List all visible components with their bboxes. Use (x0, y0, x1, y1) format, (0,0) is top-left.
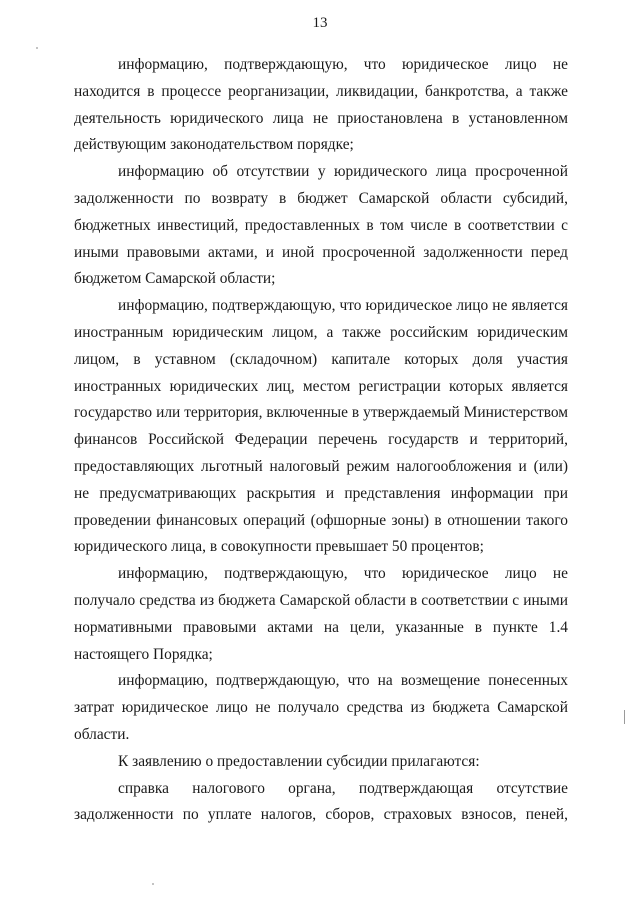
scan-speck (36, 47, 38, 49)
paragraph-reorganization: информацию, подтверждающую, что юридическое лицо не находится в процессе реорганизации, ликвидации, банкротства, а также деятельность юридического лица не приостановлена в установленном действующим законодательством порядке; (74, 56, 568, 154)
paragraph-tax-certificate: справка налогового органа, подтверждающая отсутствие задолженности по уплате налогов, сборов, страховых взносов, пеней, (74, 779, 568, 824)
document-body (74, 52, 568, 829)
paragraph-attachments-intro: К заявлению о предоставлении субсидии прилагаются: (118, 752, 480, 770)
scan-speck (152, 883, 154, 885)
paragraph-other-acts: информацию, подтверждающую, что юридическое лицо не получало средства из бюджета Самарской области в соответствии с иными нормативными правовыми актами на цели, указанные в пункте 1.4 настоящего Порядка; (74, 565, 568, 663)
paragraph-overdue-debt: информацию об отсутствии у юридического лица просроченной задолженности по возврату в бюджет Самарской области субсидий, бюджетных инвестиций, предоставленных в том числе в соответствии с иными правовыми актами, и иной просроченной задолженности перед бюджетом Самарской области; (74, 163, 568, 288)
scan-mark (624, 710, 625, 724)
paragraph-cost-compensation: информацию, подтверждающую, что на возмещение понесенных затрат юридическое лицо не получало средства из бюджета Самарской области. (74, 672, 568, 743)
page-number: 13 (312, 15, 328, 31)
paragraph-foreign-entity: информацию, подтверждающую, что юридическое лицо не является иностранным юридическим лицом, а также российским юридическим лицом, в уставном (складочном) капитале которых доля участия иностранных юридических лиц, местом регистрации которых является государство или территория, включенные в утверждаемый Министерством финансов Российской Федерации перечень государств и территорий, предоставляющих льготный налоговый режим налогообложения и (или) не предусматривающих раскрытия и представления информации при проведении финансовых операций (офшорные зоны) в отношении такого юридического лица, в совокупности превышает 50 процентов; (74, 297, 568, 556)
